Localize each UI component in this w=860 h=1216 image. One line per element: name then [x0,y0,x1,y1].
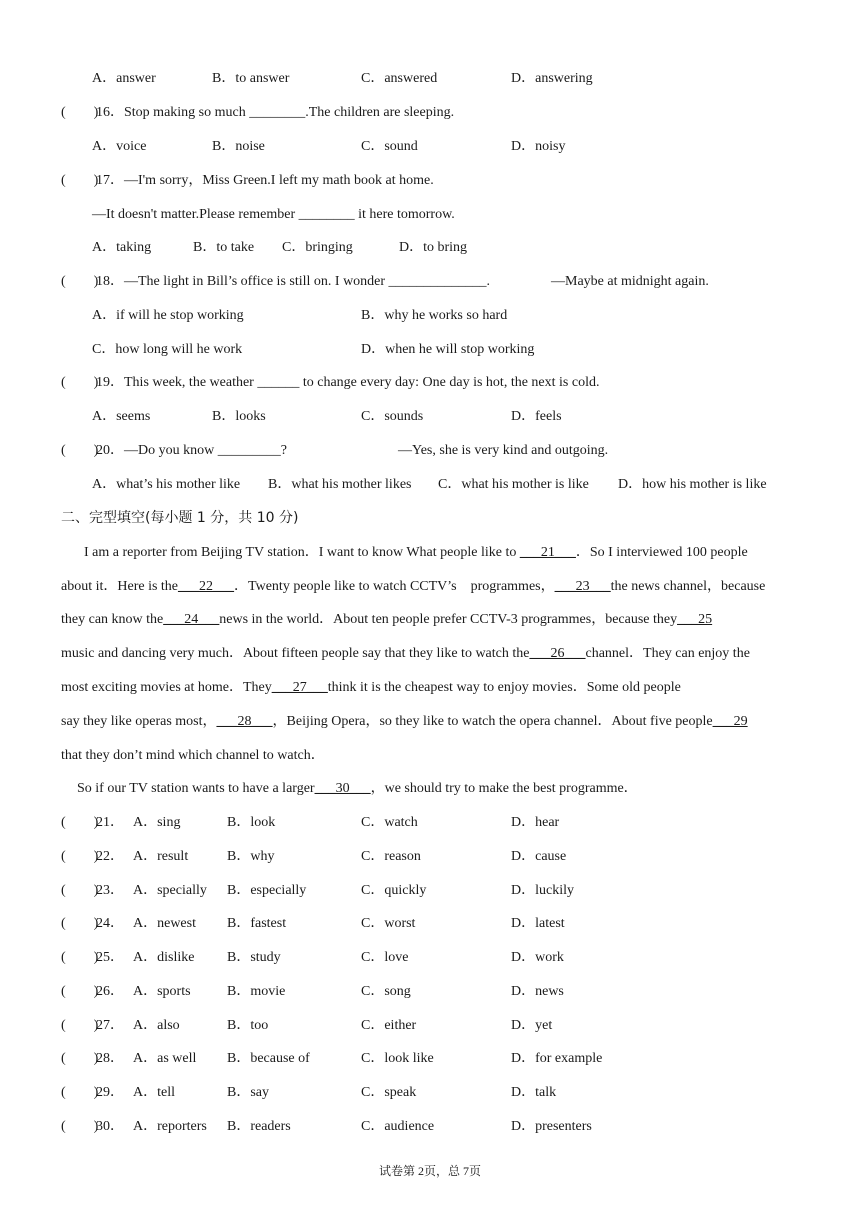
answer-paren: ( ) [61,105,99,120]
option-d: D．hear [511,815,560,830]
blank-26: ___26___ [529,646,586,661]
option-b: B．movie [227,984,286,999]
option-b: B．why [227,849,275,864]
blank-29: ___29 [712,714,748,729]
blank-22: ___22___ [178,579,235,594]
option-c: C．love [361,950,409,965]
q16-stem: 16．Stop making so much ________.The children are sleeping. [96,105,455,120]
q16-option-a: A．voice [92,139,147,154]
q20-reply: —Yes, she is very kind and outgoing. [398,443,609,458]
option-c: C．worst [361,916,416,931]
option-b: B．look [227,815,276,830]
q15-option-b: B．to answer [212,71,290,86]
question-number: 26． [96,984,124,999]
cloze-question [0,1049,860,1069]
option-c: C．look like [361,1051,434,1066]
q18-options-row1 [0,306,860,326]
passage-text: I am a reporter from Beijing TV station．I want to know What people like to ___21___．So I interviewed 100 people [84,545,748,560]
q16-options [0,137,860,157]
question-number: 27． [96,1018,124,1033]
passage-line-3 [0,610,860,630]
passage-text: most exciting movies at home．They___27___think it is the cheapest way to enjoy movies．Some old people [61,680,681,695]
option-a: A．result [133,849,189,864]
q20-stem-line [0,441,860,461]
option-c: C．reason [361,849,421,864]
question-number: 21． [96,815,124,830]
q18-stem: 18．—The light in Bill’s office is still on. I wonder ______________. [96,274,491,289]
option-d: D．cause [511,849,567,864]
answer-paren: ( ) [61,274,99,289]
question-number: 24． [96,916,124,931]
passage-line-6 [0,712,860,732]
passage-line-1 [0,543,860,563]
option-d: D．for example [511,1051,603,1066]
option-a: A．also [133,1018,180,1033]
option-a: A．specially [133,883,207,898]
section-heading [0,508,860,528]
q17-stem: 17．—I'm sorry，Miss Green.I left my math book at home. [96,173,434,188]
q20-option-b: B．what his mother likes [268,477,412,492]
question-number: 25． [96,950,124,965]
q17-stem-line [0,171,860,191]
answer-paren: ( ) [61,375,99,390]
q18-option-c: C．how long will he work [92,342,243,357]
q16-stem-line [0,103,860,123]
option-c: C．either [361,1018,417,1033]
answer-paren: ( ) [61,815,99,830]
page-footer: 试卷第 2页，总 7页 [378,1164,481,1178]
q17-options [0,238,860,258]
passage-line-2 [0,577,860,597]
answer-paren: ( ) [61,950,99,965]
question-number: 28． [96,1051,124,1066]
q15-option-d: D．answering [511,71,593,86]
cloze-question [0,847,860,867]
blank-28: ___28___ [216,714,273,729]
blank-21: ___21___ [519,545,576,560]
answer-paren: ( ) [61,883,99,898]
blank-25: ___25 [677,612,713,627]
option-d: D．luckily [511,883,574,898]
passage-line-7 [0,746,860,766]
option-a: A．dislike [133,950,195,965]
option-d: D．work [511,950,564,965]
q19-option-d: D．feels [511,409,562,424]
q17-stem2: —It doesn't matter.Please remember ________ it here tomorrow. [92,207,455,222]
option-d: D．news [511,984,564,999]
blank-30: ___30___ [314,781,371,796]
passage-line-8 [0,779,860,799]
blank-24: ___24___ [163,612,220,627]
answer-paren: ( ) [61,1018,99,1033]
question-number: 29． [96,1085,124,1100]
option-b: B．say [227,1085,269,1100]
q17-option-c: C．bringing [282,240,353,255]
passage-text: about it．Here is the___22___．Twenty people like to watch CCTV’s programmes，___23___the news channel，because [61,579,766,594]
q18-option-b: B．why he works so hard [361,308,508,323]
answer-paren: ( ) [61,1119,99,1134]
passage-text: So if our TV station wants to have a larger___30___，we should try to make the best programme． [77,781,638,796]
q19-option-b: B．looks [212,409,266,424]
option-b: B．study [227,950,281,965]
q15-option-c: C．answered [361,71,438,86]
q17-option-a: A．taking [92,240,152,255]
cloze-question [0,1016,860,1036]
q18-reply: —Maybe at midnight again. [551,274,709,289]
q16-option-b: B．noise [212,139,265,154]
option-c: C．audience [361,1119,435,1134]
option-d: D．yet [511,1018,553,1033]
passage-text: say they like operas most，___28___，Beijing Opera，so they like to watch the opera channel．About five people___29 [61,714,748,729]
q17-option-b: B．to take [193,240,255,255]
option-c: C．song [361,984,411,999]
blank-27: ___27___ [271,680,328,695]
answer-paren: ( ) [61,173,99,188]
cloze-question [0,914,860,934]
option-a: A．tell [133,1085,175,1100]
question-number: 22． [96,849,124,864]
q19-stem: 19．This week, the weather ______ to change every day: One day is hot, the next is cold. [96,375,600,390]
q18-stem-line [0,272,860,292]
cloze-question [0,982,860,1002]
q16-option-d: D．noisy [511,139,566,154]
passage-line-4 [0,644,860,664]
answer-paren: ( ) [61,916,99,931]
option-b: B．fastest [227,916,287,931]
question-number: 30． [96,1119,124,1134]
answer-paren: ( ) [61,1051,99,1066]
option-b: B．especially [227,883,307,898]
option-d: D．talk [511,1085,557,1100]
option-c: C．quickly [361,883,427,898]
option-c: C．speak [361,1085,417,1100]
q18-option-a: A．if will he stop working [92,308,244,323]
q19-option-a: A．seems [92,409,151,424]
q16-option-c: C．sound [361,139,418,154]
q18-options-row2 [0,340,860,360]
passage-text: that they don’t mind which channel to watch． [61,748,325,763]
option-d: D．latest [511,916,565,931]
q20-stem: 20．—Do you know _________? [96,443,287,458]
passage-text: they can know the___24___news in the world．About ten people prefer CCTV-3 programmes，because they___25 [61,612,713,627]
q17-stem2-line [0,205,860,225]
q15-options [0,69,860,89]
option-a: A．sports [133,984,191,999]
answer-paren: ( ) [61,849,99,864]
passage-text: music and dancing very much．About fifteen people say that they like to watch the___26___channel．They can enjoy the [61,646,750,661]
blank-23: ___23___ [554,579,611,594]
passage-line-5 [0,678,860,698]
q20-option-c: C．what his mother is like [438,477,589,492]
q15-option-a: A．answer [92,71,156,86]
cloze-question [0,948,860,968]
q19-stem-line [0,373,860,393]
option-a: A．as well [133,1051,197,1066]
option-a: A．reporters [133,1119,207,1134]
option-b: B．because of [227,1051,310,1066]
answer-paren: ( ) [61,984,99,999]
option-b: B．readers [227,1119,291,1134]
section2-title: 二、完型填空(每小题 1 分，共 10 分) [61,510,299,526]
cloze-question [0,813,860,833]
q17-option-d: D．to bring [399,240,468,255]
answer-paren: ( ) [61,443,99,458]
option-c: C．watch [361,815,418,830]
cloze-question [0,1117,860,1137]
answer-paren: ( ) [61,1085,99,1100]
cloze-question [0,1083,860,1103]
option-a: A．newest [133,916,196,931]
option-b: B．too [227,1018,269,1033]
q19-option-c: C．sounds [361,409,424,424]
option-a: A．sing [133,815,181,830]
q18-option-d: D．when he will stop working [361,342,535,357]
cloze-question [0,881,860,901]
question-number: 23． [96,883,124,898]
q19-options [0,407,860,427]
q20-options [0,475,860,495]
q20-option-a: A．what’s his mother like [92,477,241,492]
q20-option-d: D．how his mother is like [618,477,767,492]
option-d: D．presenters [511,1119,592,1134]
